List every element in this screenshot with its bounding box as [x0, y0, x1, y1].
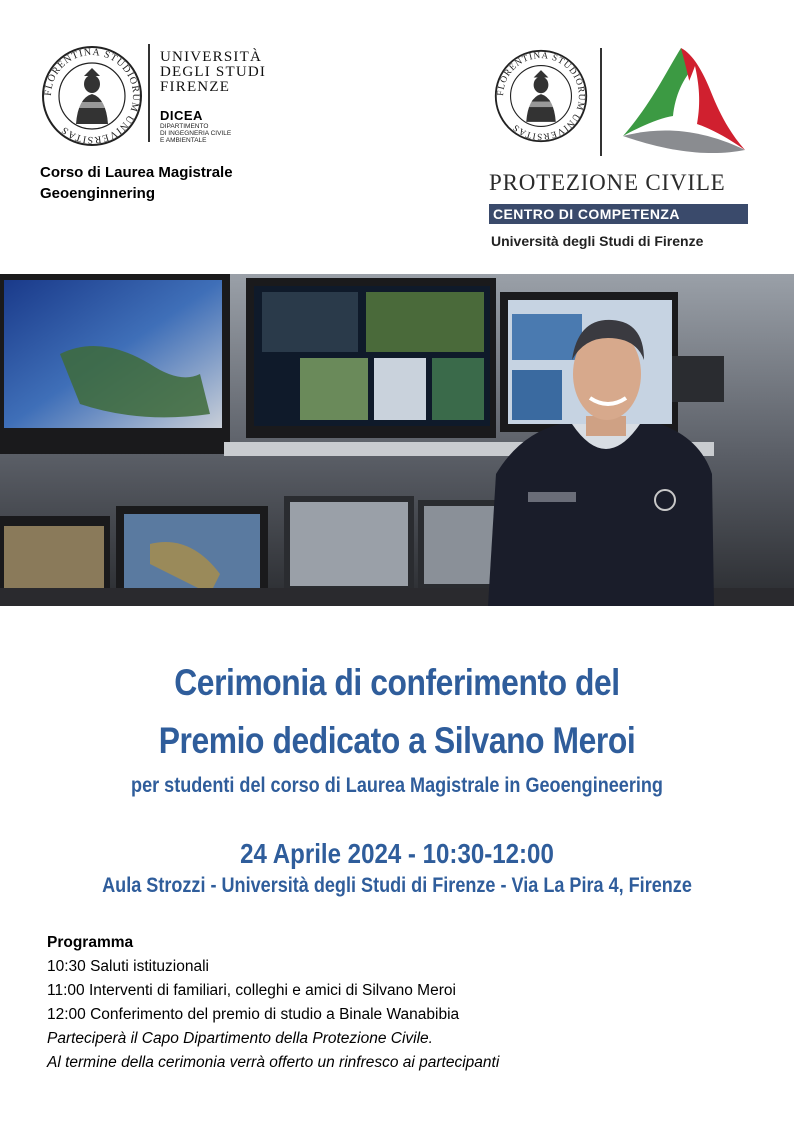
programme-note: Parteciperà il Capo Dipartimento della Protezione Civile.	[47, 1030, 433, 1047]
university-name-line-1: UNIVERSITÀ	[160, 49, 262, 65]
seal-text: FLORENTINA STUDIORUM UNIVERSITAS	[42, 46, 142, 146]
university-seal-logo	[40, 44, 144, 148]
programme-note: Al termine della cerimonia verrà offerto un rinfresco ai partecipanti	[47, 1054, 500, 1071]
event-date-time: 24 Aprile 2024 - 10:30-12:00	[240, 838, 554, 869]
control-room-photo	[0, 274, 794, 606]
programme	[47, 931, 499, 1075]
event-location: Aula Strozzi - Università degli Studi di Firenze - Via La Pira 4, Firenze	[102, 874, 692, 897]
programme-item: 11:00 Interventi di familiari, colleghi e amici di Silvano Meroi	[47, 982, 456, 999]
programme-heading: Programma	[47, 934, 134, 951]
department-acronym: DICEA	[160, 108, 203, 123]
course-line-2: Geoenginnering	[40, 185, 156, 202]
department-line-3: E AMBIENTALE	[160, 137, 207, 144]
university-name	[160, 50, 266, 95]
department-name	[160, 123, 231, 144]
course-line-1: Corso di Laurea Magistrale	[40, 164, 233, 181]
seal-text-right: FLORENTINA STUDIORUM UNIVERSITAS	[495, 49, 587, 142]
programme-item: 12:00 Conferimento del premio di studio a Binale Wanabibia	[47, 1006, 460, 1023]
competence-center-label: CENTRO DI COMPETENZA	[493, 206, 680, 222]
university-seal-logo-right	[493, 48, 589, 144]
competence-center-bar	[489, 204, 748, 224]
event-title-line-1: Cerimonia di conferimento del	[174, 662, 620, 703]
protezione-civile-university: Università degli Studi di Firenze	[491, 233, 704, 249]
protezione-civile-title: PROTEZIONE CIVILE	[489, 170, 726, 195]
department-line-2: DI INGEGNERIA CIVILE	[160, 130, 232, 137]
department-line-1: DIPARTIMENTO	[160, 123, 209, 130]
university-name-line-3: FIRENZE	[160, 79, 231, 95]
event-subtitle: per studenti del corso di Laurea Magistrale in Geoengineering	[131, 774, 663, 797]
event-title-line-2: Premio dedicato a Silvano Meroi	[158, 720, 636, 761]
university-name-line-2: DEGLI STUDI	[160, 64, 267, 80]
header-divider-right	[600, 48, 602, 156]
protezione-civile-logo	[615, 44, 749, 160]
programme-item: 10:30 Saluti istituzionali	[47, 958, 209, 975]
course-name	[40, 162, 233, 204]
header-divider	[148, 44, 150, 142]
